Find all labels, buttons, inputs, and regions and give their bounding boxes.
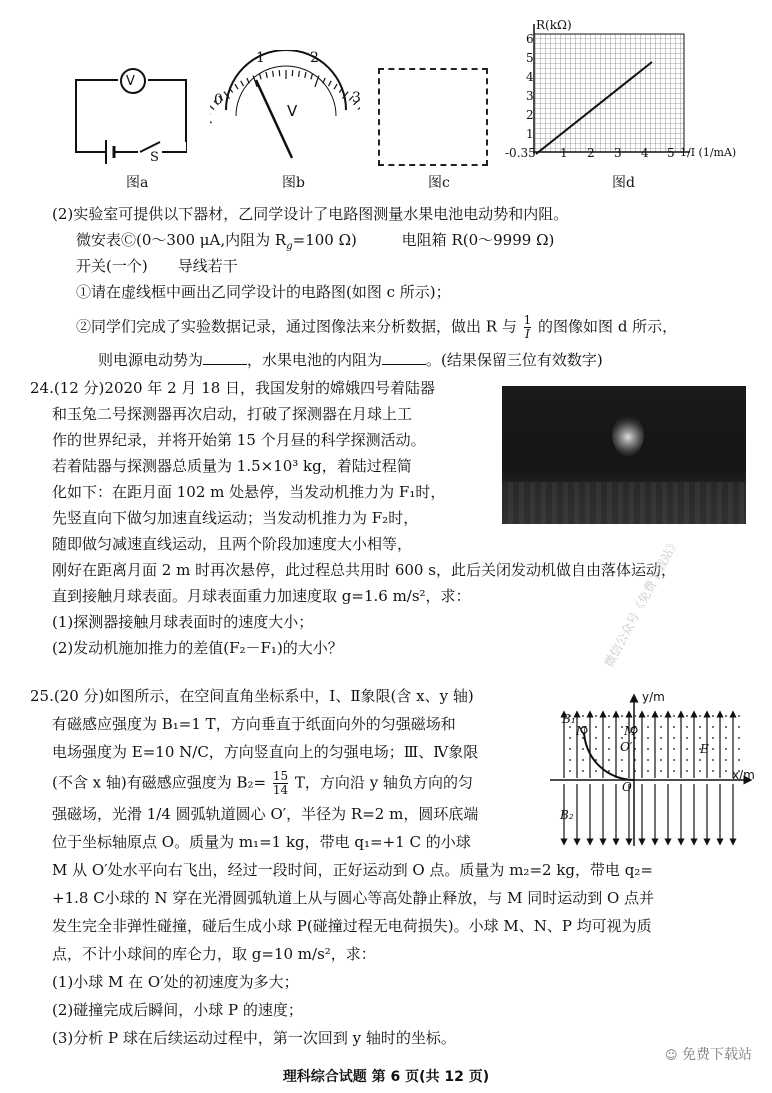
b1-field-dot [699, 759, 701, 761]
b1-field-dot [712, 759, 714, 761]
b1-field-dot [725, 737, 727, 739]
b1-field-dot [621, 770, 623, 772]
fig25-N: N [576, 724, 587, 738]
fig25-B1: B₁ [562, 712, 576, 726]
b1-field-dot [673, 737, 675, 739]
q24-line-10: (1)探测器接触月球表面时的速度大小； [52, 613, 314, 631]
b1-field-dot [569, 770, 571, 772]
page-footer: 理科综合试题 第 6 页(共 12 页) [282, 1069, 490, 1085]
b1-field-dot [647, 715, 649, 717]
b1-field-dot [725, 715, 727, 717]
graph-y-tick-5: 5 [526, 51, 534, 65]
watermark: 微信公众号《免费下载站》 [601, 535, 682, 670]
b1-field-dot [738, 726, 740, 728]
graph-x-tick-3: 3 [614, 146, 622, 160]
q24-line-3: 作的世界纪录，并将开始第 15 个月昼的科学探测活动。 [52, 431, 426, 449]
b1-field-dot [699, 726, 701, 728]
meter-tick-mark [210, 116, 212, 122]
graph-y-tick-3: 3 [526, 89, 534, 103]
b1-field-dot [699, 770, 701, 772]
b1-field-dot [660, 759, 662, 761]
b1-field-dot [569, 759, 571, 761]
b1-field-dot [621, 715, 623, 717]
b1-field-dot [595, 770, 597, 772]
q24-line-11: (2)发动机施加推力的差值(F₂－F₁)的大小？ [52, 639, 343, 657]
q24-line-8: 刚好在距离月面 2 m 时再次悬停，此过程总共用时 600 s，此后关闭发动机做自由落体运动， [52, 561, 676, 579]
q25-line-4: (不含 x 轴)有磁感应强度为 B₂= $\frac{15}{14}$ T，方向沿 y 轴负方向的匀 [52, 769, 473, 797]
b1-field-dot [738, 759, 740, 761]
b1-field-dot [725, 726, 727, 728]
b1-field-dot [686, 726, 688, 728]
q25-line-6: 位于坐标轴原点 O。质量为 m₁=1 kg，带电 q₁=+1 C 的小球 [52, 833, 471, 851]
meter-tick-mark [323, 78, 325, 84]
voltmeter-label: V [126, 74, 135, 89]
fig25-y-label: y/m [642, 690, 665, 704]
fig25-E: E [700, 742, 709, 756]
b1-field-dot [660, 715, 662, 717]
b1-field-dot [699, 737, 701, 739]
figure-c-caption: 图c [428, 175, 450, 191]
b1-field-dot [608, 759, 610, 761]
b1-field-dot [725, 770, 727, 772]
b1-field-dot [725, 748, 727, 750]
graph-x-tick-4: 4 [641, 146, 649, 160]
q23-line-6: 则电源电动势为 ，水果电池的内阻为 。(结果保留三位有效数字) [98, 351, 603, 369]
b1-field-dot [621, 737, 623, 739]
b1-field-dot [673, 748, 675, 750]
meter-unit-label: V [287, 102, 298, 120]
b1-field-dot [647, 726, 649, 728]
figure-b-caption: 图b [282, 175, 305, 191]
q23-line-3: 开关(一个) 导线若干 [76, 257, 238, 275]
q24-line-7: 随即做匀减速直线运动，且两个阶段加速度大小相等， [52, 535, 413, 553]
meter-tick-3: 3 [352, 90, 361, 106]
lunar-surface [502, 482, 746, 524]
graph-x-tick-1: 1 [560, 146, 568, 160]
b1-field-dot [686, 737, 688, 739]
meter-tick-0: 0 [214, 92, 223, 108]
q25-line-13: (3)分析 P 球在后续运动过程中，第一次回到 y 轴时的坐标。 [52, 1029, 456, 1047]
q23-line-1: (2)实验室可提供以下器材，乙同学设计了电路图测量水果电池电动势和内阻。 [52, 205, 569, 223]
fig25-B2: B₂ [560, 808, 574, 822]
q25-line-3: 电场强度为 E=10 N/C，方向竖直向上的匀强电场；Ⅲ、Ⅳ象限 [52, 743, 479, 761]
fig25-O: O [622, 780, 632, 794]
meter-tick-2: 2 [310, 50, 319, 66]
q25-line-11: (1)小球 M 在 O′处的初速度为多大； [52, 973, 299, 991]
meter-tick-mark [311, 74, 313, 80]
b1-field-dot [647, 748, 649, 750]
graph-x-tick-5: 5 [667, 146, 675, 160]
b1-field-dot [582, 770, 584, 772]
b1-field-dot [686, 748, 688, 750]
b1-field-dot [621, 726, 623, 728]
b1-field-dot [608, 737, 610, 739]
q23-line-5: ②同学们完成了实验数据记录，通过图像法来分析数据，做出 R 与 $\frac{1}{I}$ 的图像如图 d 所示， [76, 313, 678, 341]
b1-field-dot [582, 748, 584, 750]
b1-field-dot [569, 737, 571, 739]
b1-field-dot [712, 770, 714, 772]
answer-blank-emf[interactable] [203, 350, 247, 365]
switch-label: S [150, 150, 159, 165]
b1-field-dot [595, 726, 597, 728]
b1-field-dot [608, 748, 610, 750]
q24-line-9: 直到接触月球表面。月球表面重力加速度取 g=1.6 m/s²，求： [52, 587, 471, 605]
q24-line-2: 和玉兔二号探测器再次启动，打破了探测器在月球上工 [52, 405, 413, 423]
meter-tick-mark [247, 78, 249, 84]
fig25-M: M [624, 724, 637, 738]
b1-field-dot [608, 726, 610, 728]
b1-field-dot [673, 715, 675, 717]
figure-d-caption: 图d [612, 175, 635, 191]
figure-q25-field [548, 690, 758, 850]
lander-glow [612, 414, 644, 456]
b1-field-dot [660, 737, 662, 739]
graph-x-label: 1/I (1/mA) [680, 146, 737, 159]
b1-field-dot [582, 715, 584, 717]
meter-tick-mark [266, 72, 267, 78]
b1-field-dot [647, 759, 649, 761]
figure-c-dashed-box [378, 68, 488, 166]
meter-tick-mark [241, 81, 244, 86]
b1-field-dot [660, 726, 662, 728]
q25-line-7: M 从 O′处水平向右飞出，经过一段时间，正好运动到 O 点。质量为 m₂=2 kg，带电 q₂= [52, 861, 653, 879]
b1-field-dot [608, 715, 610, 717]
b1-field-dot [712, 737, 714, 739]
meter-tick-mark [299, 71, 300, 77]
meter-tick-mark [305, 72, 306, 78]
b1-field-dot [647, 737, 649, 739]
q23-line-4: ①请在虚线框中画出乙同学设计的电路图(如图 c 所示)； [76, 283, 451, 301]
b1-field-dot [738, 737, 740, 739]
graph-y-tick-4: 4 [526, 70, 534, 84]
b1-field-dot [595, 748, 597, 750]
meter-tick-mark [334, 84, 337, 89]
q24-line-5: 化如下：在距月面 102 m 处悬停，当发动机推力为 F₁时， [52, 483, 446, 501]
b1-field-dot [712, 726, 714, 728]
b1-field-dot [712, 715, 714, 717]
b1-field-dot [725, 759, 727, 761]
meter-tick-mark [235, 84, 238, 89]
b1-field-dot [582, 759, 584, 761]
b1-field-dot [673, 726, 675, 728]
b1-field-dot [673, 770, 675, 772]
fig25-x-label: x/m [732, 768, 755, 782]
b1-field-dot [673, 759, 675, 761]
b1-field-dot [712, 748, 714, 750]
meter-tick-mark [273, 71, 274, 77]
b1-field-dot [660, 770, 662, 772]
b1-field-dot [660, 748, 662, 750]
q24-line-6: 先竖直向下做匀加速直线运动；当发动机推力为 F₂时， [52, 509, 419, 527]
lunar-lander-photo [502, 386, 746, 524]
q25-line-12: (2)碰撞完成后瞬间，小球 P 的速度； [52, 1001, 303, 1019]
meter-tick-1: 1 [256, 50, 265, 66]
site-logo: ☺ 免费下载站 [665, 1047, 752, 1063]
b1-field-dot [699, 715, 701, 717]
graph-y-tick-2: 2 [526, 108, 534, 122]
b1-field-dot [686, 759, 688, 761]
q25-line-1: 25.(20 分)如图所示，在空间直角坐标系中，Ⅰ、Ⅱ象限(含 x、y 轴) [30, 687, 474, 705]
q24-line-1: 24.(12 分)2020 年 2 月 18 日，我国发射的嫦娥四号着陆器 [30, 379, 436, 397]
q25-line-5: 强磁场，光滑 1/4 圆弧轨道圆心 O′，半径为 R=2 m，圆环底端 [52, 805, 479, 823]
q23-line-2: 微安表Ⓒ(0～300 μA,内阻为 $R_g=100$ Ω) 电阻箱 R(0～9999 Ω) [76, 231, 555, 252]
answer-blank-resistance[interactable] [382, 350, 426, 365]
b1-field-dot [738, 715, 740, 717]
meter-tick-mark [260, 74, 262, 80]
b1-field-dot [595, 715, 597, 717]
fig25-Oprime: O′ [620, 740, 633, 754]
graph-y-label: R(kΩ) [536, 18, 572, 32]
b1-field-dot [621, 759, 623, 761]
b1-field-dot [686, 715, 688, 717]
b1-field-dot [647, 770, 649, 772]
q25-line-10: 点，不计小球间的库仑力，取 g=10 m/s²，求： [52, 945, 376, 963]
graph-y-tick-1: 1 [526, 127, 534, 141]
b1-field-dot [608, 770, 610, 772]
meter-tick-mark [328, 81, 331, 86]
chat-icon: ☺ [665, 1048, 678, 1062]
b1-field-dot [738, 748, 740, 750]
graph-x-tick-2: 2 [587, 146, 595, 160]
b1-field-dot [686, 770, 688, 772]
figure-a-caption: 图a [126, 175, 149, 191]
b1-field-dot [569, 748, 571, 750]
b1-field-dot [569, 726, 571, 728]
graph-y-tick-6: 6 [526, 32, 534, 46]
q25-line-9: 发生完全非弹性碰撞，碰后生成小球 P(碰撞过程无电荷损失)。小球 M、N、P 均可视为质 [52, 917, 652, 935]
q25-line-2: 有磁感应强度为 B₁=1 T，方向垂直于纸面向外的匀强磁场和 [52, 715, 456, 733]
q25-line-8: +1.8 C小球的 N 穿在光滑圆弧轨道上从与圆心等高处静止释放，与 M 同时运动到 O 点并 [52, 889, 655, 907]
b1-field-dot [595, 737, 597, 739]
graph-origin-label: -0.35 [505, 146, 536, 160]
q24-line-4: 若着陆器与探测器总质量为 1.5×10³ kg，着陆过程简 [52, 457, 412, 475]
meter-tick-mark [358, 106, 360, 110]
figure-b-meter [210, 50, 360, 168]
